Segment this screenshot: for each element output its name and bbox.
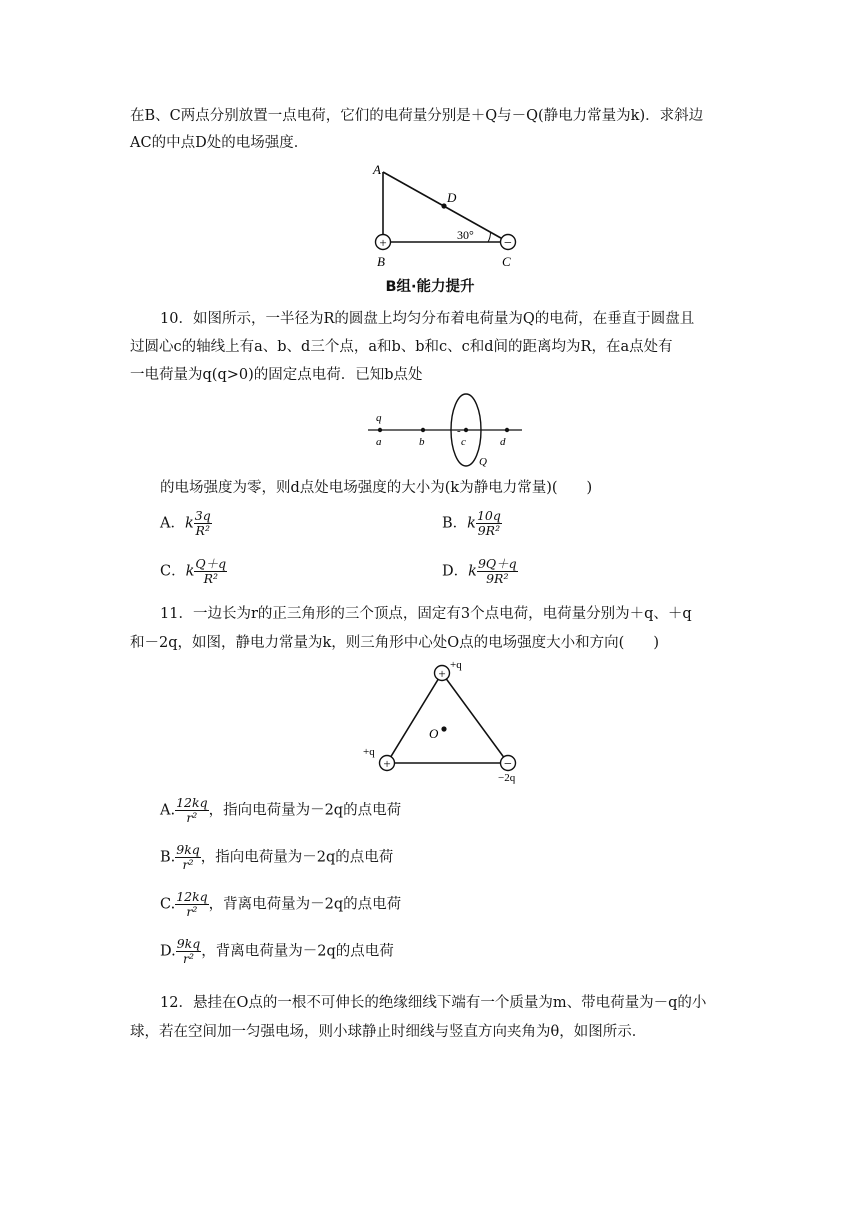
q9-triangle-figure [360, 160, 530, 272]
section-heading: B组·能力提升 [385, 279, 475, 295]
label-o: O [429, 726, 439, 741]
q12-line2: 球，若在空间加一匀强电场，则小球静止时细线与竖直方向夹角为θ，如图所示． [130, 1024, 647, 1040]
svg-text:−: − [504, 757, 512, 772]
label-b: B [377, 254, 385, 269]
q10-option-a: A．k $\frac{3q}{\text{R²}}$ [160, 508, 211, 538]
svg-text:d: d [500, 436, 506, 448]
svg-text:Q: Q [479, 456, 487, 468]
q11-option-b: B. $\frac{9kq}{\text{r²}}$ ，指向电荷量为－2q的点电荷 [160, 842, 394, 872]
svg-text:-: - [457, 425, 461, 437]
q10-line4: 的电场强度为零，则d点处电场强度的大小为(k为静电力常量)( ) [160, 480, 593, 496]
svg-text:+: + [379, 235, 387, 250]
svg-text:+: + [383, 756, 391, 771]
q9-line2: AC的中点D处的电场强度． [130, 135, 309, 151]
label-left-charge: +q [363, 746, 375, 758]
q10-option-b: B．k $\frac{10q}{\text{9R²}}$ [442, 508, 501, 538]
label-right-charge: −2q [498, 772, 516, 784]
q12-line1: 12．悬挂在O点的一根不可伸长的绝缘细线下端有一个质量为m、带电荷量为－q的小 [160, 995, 707, 1011]
angle-label: 30° [457, 228, 474, 242]
q11-option-c: C. $\frac{12kq}{\text{r²}}$ ，背离电荷量为－2q的点电荷 [160, 889, 402, 919]
svg-text:c: c [461, 436, 466, 448]
center-o-dot [441, 726, 446, 731]
q9-line1: 在B、C两点分别放置一点电荷，它们的电荷量分别是＋Q与－Q(静电力常量为k)．求斜边 [130, 108, 704, 124]
label-top-charge: +q [450, 659, 462, 671]
q11-line2: 和－2q，如图，静电力常量为k，则三角形中心处O点的电场强度大小和方向( ) [130, 635, 659, 651]
label-d: D [447, 190, 457, 205]
q11-option-d: D. $\frac{9kq}{\text{r²}}$ ，背离电荷量为－2q的点电荷 [160, 936, 394, 966]
svg-text:−: − [504, 236, 512, 251]
svg-text:a: a [376, 436, 382, 448]
point-d-dot [441, 203, 446, 208]
q10-line1: 10．如图所示，一半径为R的圆盘上均匀分布着电荷量为Q的电荷，在垂直于圆盘且 [160, 311, 695, 327]
q10-line3: 一电荷量为q(q>0)的固定点电荷．已知b点处 [130, 367, 423, 383]
q11-triangle-figure [360, 655, 530, 785]
q11-line1: 11．一边长为r的正三角形的三个顶点，固定有3个点电荷，电荷量分别为＋q、＋q [160, 606, 692, 622]
label-c: C [502, 254, 511, 269]
svg-text:q: q [376, 412, 382, 424]
svg-text:+: + [438, 666, 446, 681]
label-a: A [373, 162, 381, 177]
q10-line2: 过圆心c的轴线上有a、b、d三个点，a和b、b和c、c和d间的距离均为R，在a点处有 [130, 339, 673, 355]
q10-disk-figure [360, 390, 530, 470]
q10-option-c: C．k $\frac{Q+q}{\text{R²}}$ [160, 556, 227, 586]
q11-option-a: A. $\frac{12kq}{\text{r²}}$ ，指向电荷量为－2q的点电荷 [160, 795, 402, 825]
q10-option-d: D．k $\frac{9Q+q}{\text{9R²}}$ [442, 556, 517, 586]
svg-text:b: b [419, 436, 425, 448]
